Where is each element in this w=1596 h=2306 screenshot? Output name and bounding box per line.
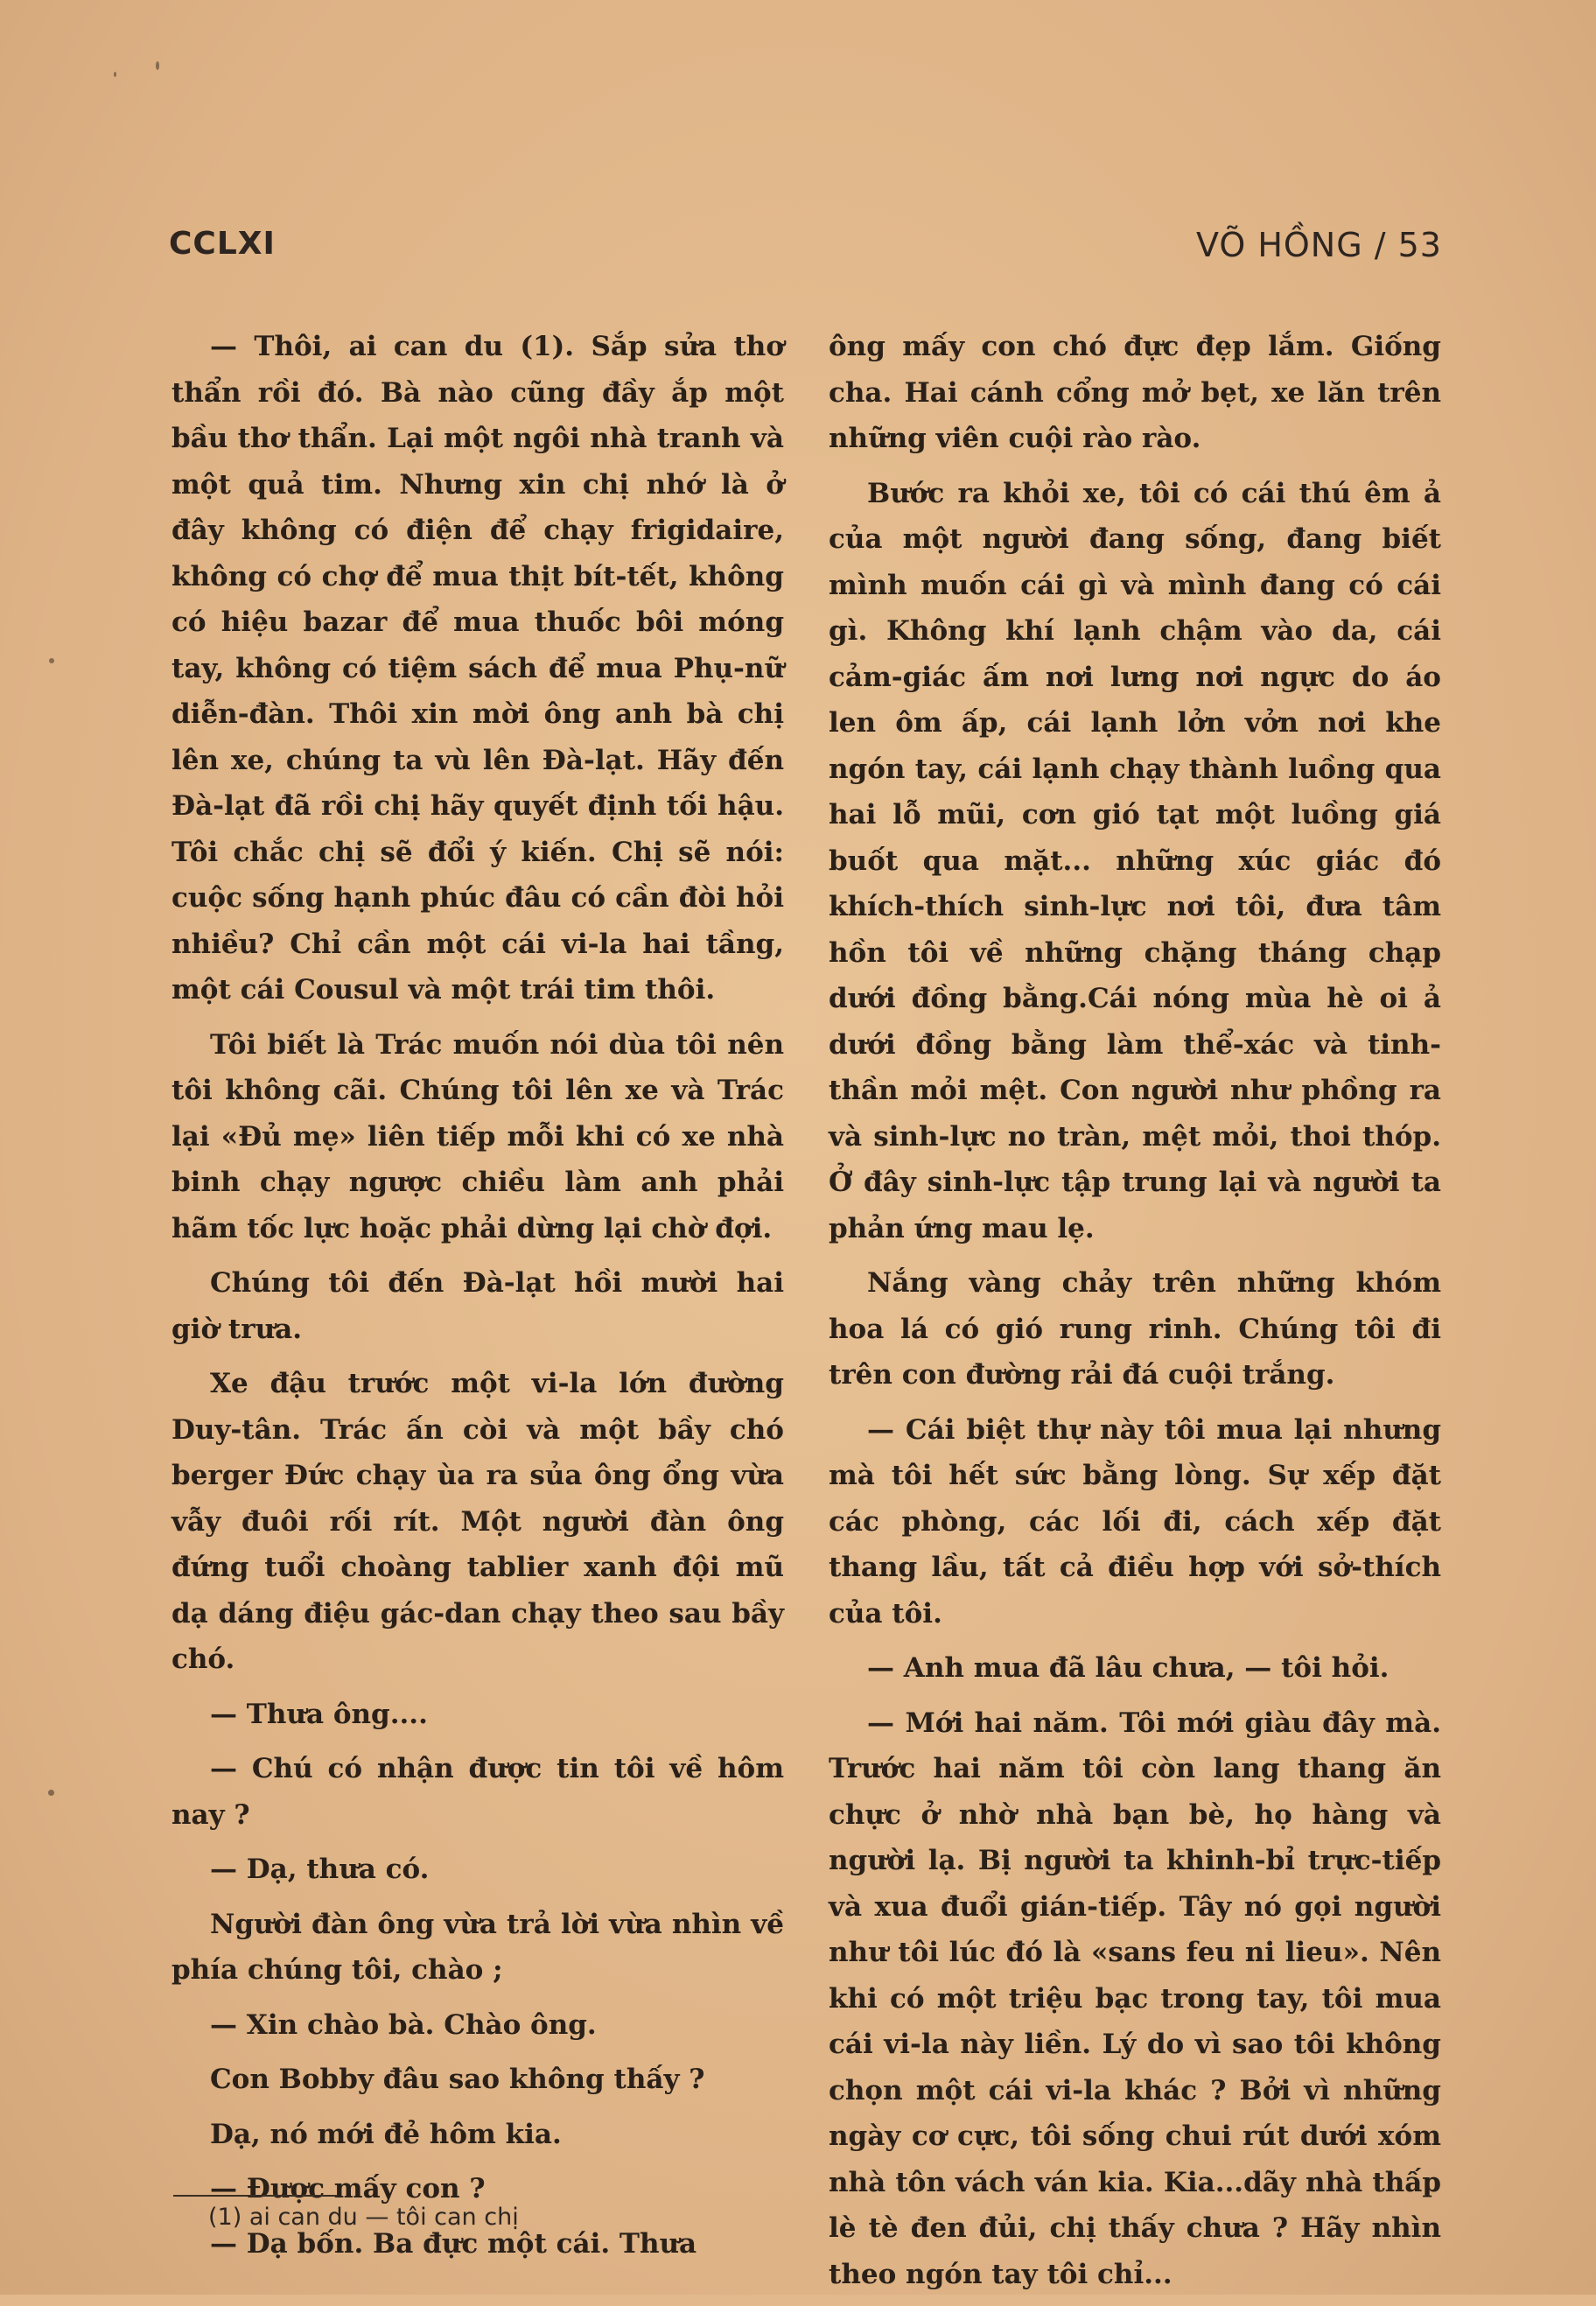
ink-speck: [49, 658, 54, 663]
paragraph: Dạ, nó mới đẻ hôm kia.: [210, 2118, 562, 2150]
paragraph: — Xin chào bà. Chào ông.: [210, 2008, 597, 2041]
paragraph: Con Bobby đâu sao không thấy ?: [210, 2064, 705, 2095]
left-column: [172, 324, 784, 2275]
paragraph: — Thôi, ai can du (1). Sắp sửa thơ thẩn rồi đó. Bà nào cũng đầy ắp một bầu thơ thẩn. Lại một ngôi nhà tranh và một quả tim. Nhưng xin chị nhớ là ở đây không có điện để chạy frigidaire, không có chợ để mua thịt bít-tết, không có hiệu bazar để mua thuốc bôi móng tay, không có tiệm sách để mua Phụ-nữ diễn-đàn. Thôi xin mời ông anh bà chị lên xe, chúng ta vù lên Đà-lạt. Hãy đến Đà-lạt đã rồi chị hãy quyết định tối hậu. Tôi chắc chị sẽ đổi ý kiến. Chị sẽ nói: cuộc sống hạnh phúc đâu có cần đòi hỏi nhiều? Chỉ cần một cái vi-la hai tầng, một cái Cousul và một trái tim thôi.: [172, 331, 784, 1006]
paragraph: Người đàn ông vừa trả lời vừa nhìn về phía chúng tôi, chào ;: [172, 1908, 784, 1986]
paragraph: Tôi biết là Trác muốn nói dùa tôi nên tôi không cãi. Chúng tôi lên xe và Trác lại «Đủ mẹ» liên tiếp mỗi khi có xe nhà binh chạy ngược chiều làm anh phải hãm tốc lực hoặc phải dừng lại chờ đợi.: [172, 1028, 784, 1244]
paragraph: — Được mấy con ?: [210, 2173, 486, 2204]
paragraph: ông mấy con chó đực đẹp lắm. Giống cha. Hai cánh cổng mở bẹt, xe lăn trên những viên cuội rào rào.: [829, 331, 1441, 454]
ink-speck: [114, 72, 116, 77]
paragraph: Xe đậu trước một vi-la lớn đường Duy-tân. Trác ấn còi và một bầy chó berger Đức chạy ùa ra sủa ông ổng vừa vẫy đuôi rối rít. Một người đàn ông đứng tuổi choàng tablier xanh đội mũ dạ dáng điệu gác-dan chạy theo sau bầy chó.: [172, 1368, 784, 1675]
paragraph: — Dạ, thưa có.: [210, 1854, 430, 1885]
footnote: (1) ai can du — tôi can chị: [208, 2204, 519, 2231]
footnote-divider: [173, 2195, 338, 2197]
header-page-code: CCLXI: [169, 226, 276, 262]
paragraph: Bước ra khỏi xe, tôi có cái thú êm ả của một người đang sống, đang biết mình muốn cái gì và mình đang có cái gì. Không khí lạnh chậm vào da, cái cảm-giác ấm nơi lưng nơi ngực do áo len ôm ấp, cái lạnh lởn vởn nơi khe ngón tay, cái lạnh chạy thành luồng qua hai lỗ mũi, cơn gió tạt một luồng giá buốt qua mặt... những xúc giác đó khích-thích sinh-lực nơi tôi, đưa tâm hồn tôi về những chặng tháng chạp dưới đồng bằng.Cái nóng mùa hè oi ả dưới đồng bằng làm thể-xác và tinh-thần mỏi mệt. Con người như phồng ra và sinh-lực no tràn, mệt mỏi, thoi thóp. Ở đây sinh-lực tập trung lại và người ta phản ứng mau lẹ.: [829, 477, 1441, 1244]
paragraph: — Thưa ông....: [210, 1698, 428, 1730]
ink-speck: [48, 1790, 54, 1796]
paragraph: — Dạ bốn. Ba đực một cái. Thưa: [210, 2227, 697, 2260]
paragraph: — Chú có nhận được tin tôi về hôm nay ?: [172, 1753, 784, 1831]
paragraph: — Cái biệt thự này tôi mua lại nhưng mà tôi hết sức bằng lòng. Sự xếp đặt các phòng, các lối đi, cách xếp đặt thang lầu, tất cả điều hợp với sở-thích của tôi.: [829, 1413, 1441, 1630]
paragraph: — Mới hai năm. Tôi mới giàu đây mà. Trước hai năm tôi còn lang thang ăn chực ở nhờ nhà bạn bè, họ hàng và người lạ. Bị người ta khinh-bỉ trực-tiếp và xua đuổi gián-tiếp. Tây nó gọi người như tôi lúc đó là «sans feu ni lieu». Nên khi có một triệu bạc trong tay, tôi mua cái vi-la này liền. Lý do vì sao tôi không chọn một cái vi-la khác ? Bởi vì những ngày cơ cực, tôi sống chui rút dưới xóm nhà tôn vách ván kia. Kia...dãy nhà thấp lè tè đen đủi, chị thấy chưa ? Hãy nhìn theo ngón tay tôi chỉ...: [829, 1707, 1441, 2290]
ink-speck: [156, 61, 159, 70]
paragraph: Nắng vàng chảy trên những khóm hoa lá có gió rung rinh. Chúng tôi đi trên con đường rải đá cuội trắng.: [829, 1267, 1441, 1391]
paragraph: — Anh mua đã lâu chưa, — tôi hỏi.: [867, 1652, 1390, 1684]
paragraph: Chúng tôi đến Đà-lạt hồi mười hai giờ trưa.: [172, 1267, 784, 1345]
header-author-page-number: VÕ HỒNG / 53: [1196, 226, 1442, 264]
right-column: [829, 324, 1441, 2306]
